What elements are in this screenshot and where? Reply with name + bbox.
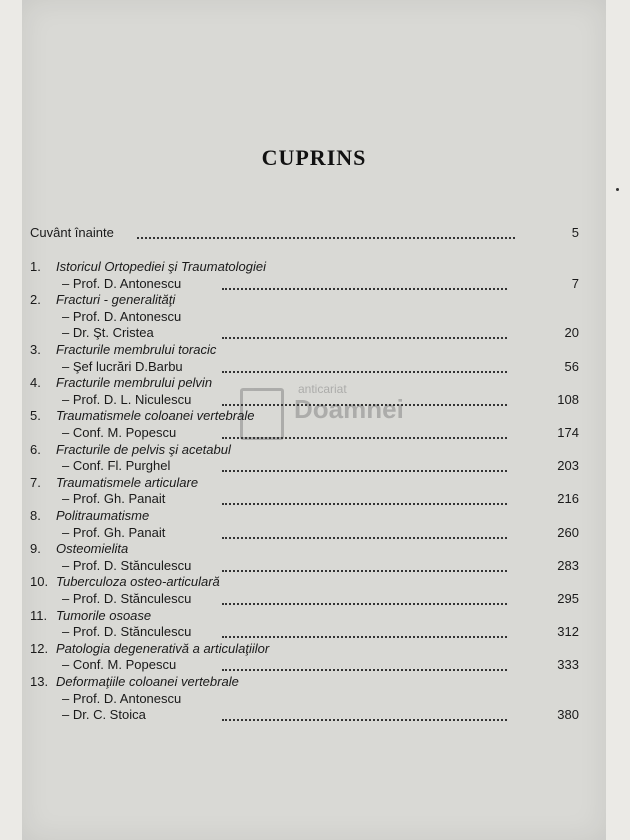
dot-leader [222,537,507,539]
toc-chapter-heading [22,375,606,393]
page-number: 20 [564,325,579,341]
toc-author-line [22,657,606,675]
chapter-author: – Prof. D. Antonescu [62,690,182,706]
toc-chapter-heading [22,342,606,360]
chapter-author: – Conf. M. Popescu [62,425,177,440]
chapter-title: Tumorile osoase [56,607,152,623]
chapter-number: 3. [30,342,41,357]
dot-leader [222,470,507,472]
chapter-author: – Prof. D. Stănculescu [62,624,192,640]
toc-chapter-heading [22,292,606,310]
chapter-title: Patologia degenerativă a articulaţiilor [56,640,270,656]
chapter-title: Traumatismele articulare [56,474,199,490]
chapter-author: – Dr. C. Stoica [62,707,146,723]
page-number: 312 [557,624,579,640]
page-number: 283 [557,557,579,573]
chapter-title: Traumatismele coloanei vertebrale [56,408,255,424]
chapter-author: – Prof. D. Stănculescu [62,591,192,606]
dot-leader [222,570,507,572]
toc-author-line [22,525,606,543]
dot-leader [222,371,507,373]
toc-author-line [22,276,606,294]
toc-author-line [22,624,606,642]
page-number: 174 [557,425,579,440]
page-title: CUPRINS [261,145,367,170]
foreword-label: Cuvânt înainte [30,225,114,240]
chapter-number: 9. [30,541,41,557]
table-of-contents [22,0,606,840]
dot-leader [222,603,507,605]
toc-foreword [22,225,606,243]
chapter-author: – Prof. Gh. Panait [62,524,166,540]
dot-leader [222,337,507,339]
chapter-number: 10. [30,574,49,590]
chapter-number: 12. [30,640,49,656]
chapter-title: Osteomielita [56,541,129,557]
dot-leader [222,719,507,721]
toc-author-line [22,359,606,377]
toc-chapter-heading [22,641,606,659]
chapter-author: – Prof. Gh. Panait [62,491,166,507]
toc-author-line [22,325,606,343]
chapter-title: Fracturile de pelvis şi acetabul [56,441,231,457]
page-number: 295 [557,591,579,606]
chapter-author: – Conf. Fl. Purghel [62,458,171,474]
toc-author-line [22,392,606,410]
chapter-author: – Prof. D. Antonescu [62,308,182,324]
chapter-number: 11. [30,607,48,623]
page-number: 5 [571,225,579,240]
chapter-title: Politraumatisme [56,508,150,523]
chapter-author: – Dr. Şt. Cristea [62,325,154,341]
chapter-author: – Prof. D. Antonescu [62,275,182,291]
watermark-small-text: anticariat [298,382,347,396]
toc-author-line [22,707,606,725]
toc-chapter-heading [22,442,606,460]
chapter-number: 5. [30,408,41,424]
toc-chapter-heading [22,475,606,493]
toc-author-line [22,458,606,476]
dot-leader [222,503,507,505]
chapter-title: Deformaţiile coloanei vertebrale [56,674,239,689]
page-number: 380 [557,707,579,723]
chapter-number: 4. [30,375,41,391]
chapter-title: Fracturile membrului toracic [56,342,217,357]
toc-chapter-heading [22,674,606,692]
chapter-number: 13. [30,674,49,689]
dot-leader [137,237,515,239]
dot-leader [222,404,507,406]
toc-chapter-heading [22,608,606,626]
dot-leader [222,437,507,439]
chapter-title: Fracturile membrului pelvin [56,375,213,391]
toc-chapter-heading [22,541,606,559]
toc-author-line [22,558,606,576]
dot-leader [222,669,507,671]
toc-chapter-heading [22,259,606,277]
chapter-title: Fracturi - generalităţi [56,292,176,308]
page-number: 260 [557,524,579,540]
chapter-number: 6. [30,441,41,457]
chapter-author: – Prof. D. L. Niculescu [62,391,192,407]
chapter-title: Tuberculoza osteo-articulară [56,574,220,590]
toc-chapter-heading [22,408,606,426]
toc-author-line [22,691,606,709]
toc-author-line [22,425,606,443]
chapter-author: – Prof. D. Stănculescu [62,557,192,573]
page-number: 333 [557,657,579,673]
chapter-number: 8. [30,508,41,523]
book-page [22,0,606,840]
page-number: 56 [564,358,579,374]
toc-author-line [22,309,606,327]
watermark-big-text: Doamnei [294,394,404,424]
page-number: 203 [557,458,579,474]
chapter-number: 7. [30,474,41,490]
page-number: 108 [557,391,579,407]
toc-author-line [22,491,606,509]
toc-author-line [22,591,606,609]
dot-leader [222,636,507,638]
chapter-number: 2. [30,292,41,308]
chapter-author: – Conf. M. Popescu [62,657,177,673]
dot-leader [222,288,507,290]
toc-chapter-heading [22,508,606,526]
toc-chapter-heading [22,574,606,592]
page-number: 7 [571,275,579,291]
page-number: 216 [557,491,579,507]
chapter-number: 1. [30,259,41,274]
chapter-title: Istoricul Ortopediei şi Traumatologiei [56,259,267,274]
chapter-author: – Şef lucrări D.Barbu [62,358,183,374]
ink-speck [616,188,619,191]
